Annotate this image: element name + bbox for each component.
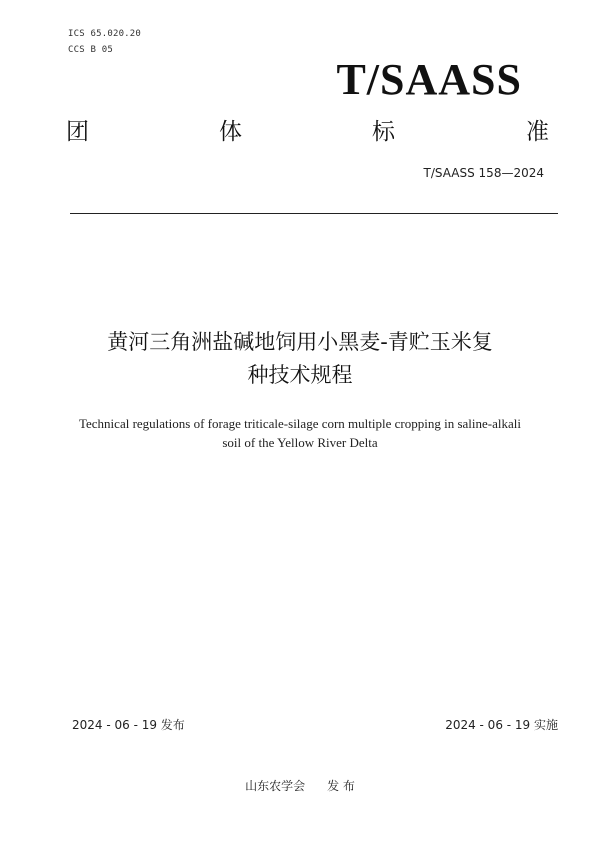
implementation-date: 2024 - 06 - 19 实施	[445, 718, 558, 732]
publish-word: 发 布	[327, 779, 355, 793]
standard-brand-logo: T/SAASS	[336, 55, 522, 104]
ics-code: ICS 65.020.20	[68, 29, 142, 39]
chinese-title-line-2: 种技术规程	[247, 363, 353, 387]
publisher-name: 山东农学会	[245, 779, 306, 793]
standard-type-char: 团	[66, 119, 89, 145]
chinese-title	[50, 326, 550, 392]
header-divider	[70, 213, 558, 214]
english-title-line-1: Technical regulations of forage triticale-silage corn multiple cropping in saline-alkali	[78, 416, 521, 431]
publisher-line	[0, 777, 600, 794]
chinese-title-line-1: 黄河三角洲盐碱地饲用小黑麦-青贮玉米复	[107, 330, 493, 354]
issue-date: 2024 - 06 - 19 发布	[72, 718, 185, 732]
standard-type-char: 准	[526, 119, 549, 145]
standard-number: T/SAASS 158—2024	[423, 166, 544, 180]
english-title	[50, 414, 550, 452]
ccs-code: CCS B 05	[68, 45, 113, 55]
standard-type-heading	[66, 117, 556, 147]
standard-type-char: 体	[219, 119, 242, 145]
standard-type-char: 标	[372, 119, 395, 145]
english-title-line-2: soil of the Yellow River Delta	[222, 435, 378, 450]
